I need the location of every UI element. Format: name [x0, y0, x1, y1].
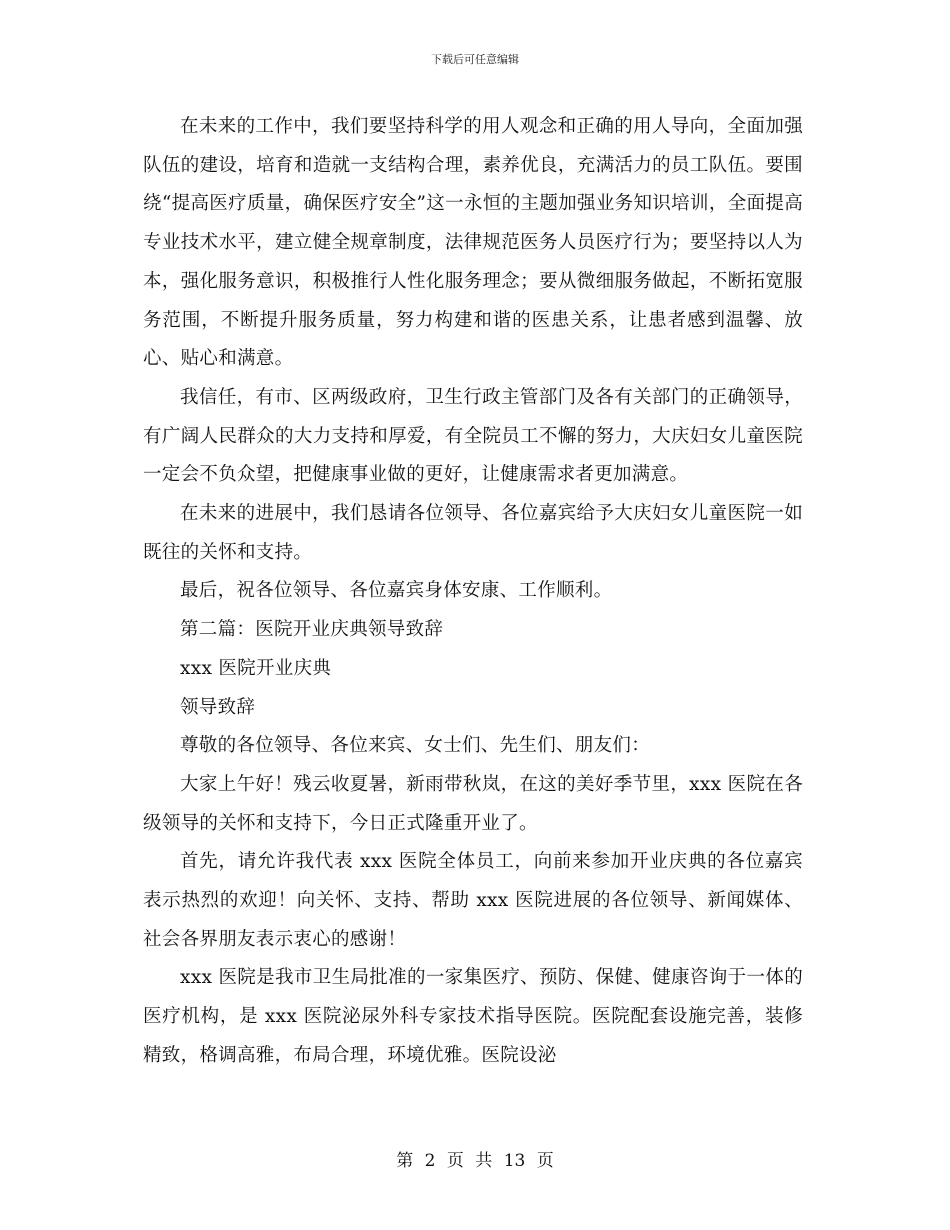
section-title: 第二篇：医院开业庆典领导致辞 — [180, 619, 444, 641]
paragraph-10: 首先，请允许我代表 xxx 医院全体员工，向前来参加开业庆典的各位嘉宾表示热烈的欢迎！向关怀、支持、帮助 xxx 医院进展的各位领导、新闻媒体、社会各界朋友表示衷心的感谢！ — [143, 851, 803, 950]
footer-page-word: 页 — [446, 1151, 464, 1171]
footer-prefix: 第 — [396, 1151, 414, 1171]
page-header: 下载后可任意编辑 — [431, 53, 519, 66]
paragraph-4: 最后，祝各位领导、各位嘉宾身体安康、工作顺利。 — [180, 580, 613, 602]
footer-total-pages: 13 — [503, 1151, 526, 1171]
paragraph-11: xxx 医院是我市卫生局批准的一家集医疗、预防、保健、健康咨询于一体的医疗机构，是 xxx 医院泌尿外科专家技术指导医院。医院配套设施完善，装修精致，格调高雅，布局合理，环境优雅。医院设泌 — [143, 967, 803, 1066]
paragraph-3: 在未来的进展中，我们恳请各位领导、各位嘉宾给予大庆妇女儿童医院一如既往的关怀和支持。 — [143, 503, 803, 563]
document-body — [143, 108, 803, 1076]
salutation: 尊敬的各位领导、各位来宾、女士们、先生们、朋友们： — [180, 735, 651, 757]
footer-suffix: 页 — [536, 1151, 554, 1171]
page-footer — [0, 1150, 950, 1172]
paragraph-9: 大家上午好！残云收夏暑，新雨带秋岚，在这的美好季节里，xxx 医院在各级领导的关怀和支持下，今日正式隆重开业了。 — [143, 773, 803, 834]
footer-page-number: 2 — [424, 1151, 436, 1171]
event-title: xxx 医院开业庆典 — [180, 657, 332, 679]
speech-title: 领导致辞 — [180, 696, 256, 718]
paragraph-1: 在未来的工作中，我们要坚持科学的用人观念和正确的用人导向，全面加强队伍的建设，培育和造就一支结构合理，素养优良，充满活力的员工队伍。要围绕“提高医疗质量，确保医疗安全”这一永恒的主题加强业务知识培训，全面提高专业技术水平，建立健全规章制度，法律规范医务人员医疗行为；要坚持以人为本，强化服务意识，积极推行人性化服务理念；要从微细服务做起，不断拓宽服务范围，不断提升服务质量，努力构建和谐的医患关系，让患者感到温馨、放心、贴心和满意。 — [143, 116, 803, 370]
footer-total-word: 共 — [475, 1151, 493, 1171]
paragraph-2: 我信任，有市、区两级政府，卫生行政主管部门及各有关部门的正确领导，有广阔人民群众的大力支持和厚爱，有全院员工不懈的努力，大庆妇女儿童医院一定会不负众望，把健康事业做的更好，让健康需求者更加满意。 — [143, 386, 803, 486]
